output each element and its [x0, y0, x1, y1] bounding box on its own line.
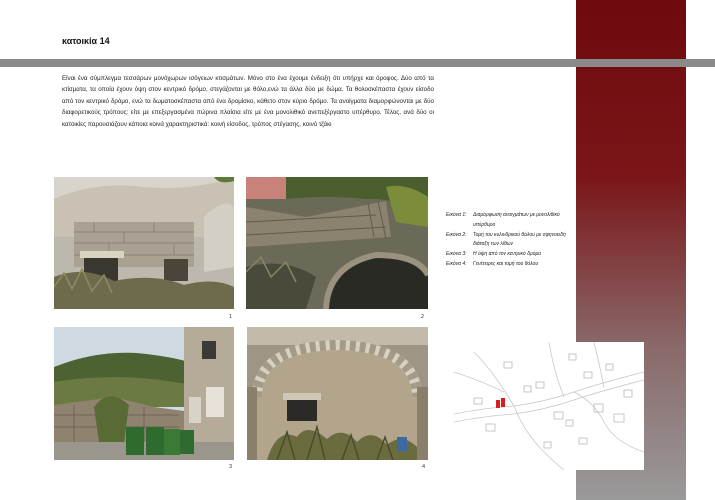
- site-map: [454, 342, 644, 470]
- stone-wall-openings-image: [54, 177, 234, 309]
- photo-1-number: 1: [229, 314, 233, 320]
- photo-3: [54, 327, 234, 460]
- vault-section-image: [246, 177, 428, 309]
- house-marker-1: [496, 400, 500, 408]
- caption-2-label: Εικόνα 2:: [446, 231, 467, 238]
- caption-4: [446, 260, 576, 270]
- caption-4-text: Γενέτειρες και τομή του θόλου: [473, 260, 539, 267]
- photo-1: [54, 177, 234, 309]
- caption-2: [446, 231, 576, 251]
- caption-1-text: Διαμόρφωση ανοιγμάτων με μονολιθικό υπέρθυρο: [473, 212, 560, 228]
- caption-3-label: Εικόνα 3:: [446, 251, 467, 258]
- house-marker-2: [501, 398, 505, 407]
- caption-1-label: Εικόνα 1:: [446, 212, 467, 218]
- caption-3-text: Η όψη από τον κεντρικό δρόμο: [473, 251, 542, 258]
- caption-1: [446, 211, 576, 231]
- description-paragraph: Είναι ένα σύμπλεγμα τεσσάρων μονόχωρων ισόγειων κτισμάτων. Μόνο στο ένα έχουμε ένδειξη ότι υπήρχε και όροφος. Δύο από τα κτίσματα, τα οποία έχουν όψη στον κεντρικό δρόμο, στεγάζονται με θόλο,ενώ τα άλλα δύο με δώμα. Τα θολοσκέπαστα έχουν είσοδο από τον κεντρικό δρόμο, ενώ τα δωματοσκέπαστα από ένα δρομίσκο, κάθετο στον κύριο δρόμο. Τα ανοίγματα διαμορφώνονται με δύο διαφορετικούς τρόπους: είτε με επεξεργασμένα πώρινα πλαίσια είτε με ένα μονολιθικό ανεπεξέργαστο υπέρθυρο. Τέλος, ανά δύο οι κατοικίες παρουσιάζουν κάποια κοινά χαρακτηριστικά: κοινή είσοδος, τρόπος στέγασης, κοινό τζάκι: [62, 75, 434, 128]
- caption-4-label: Εικόνα 4:: [446, 260, 467, 267]
- photo-2: [246, 177, 428, 309]
- figure-captions: [446, 211, 576, 270]
- caption-3: [446, 250, 576, 260]
- page-title: κατοικία 14: [62, 36, 110, 46]
- caption-2-text: Τομή του κυλινδρικού θόλου με σφηνοειδή διάταξη των λίθων: [473, 231, 566, 248]
- photo-3-number: 3: [229, 464, 233, 470]
- photo-4: [247, 327, 428, 460]
- photo-2-number: 2: [421, 314, 425, 320]
- site-map-drawing: [454, 342, 644, 470]
- arch-detail-image: [247, 327, 428, 460]
- header-divider: [0, 59, 715, 67]
- photo-4-number: 4: [422, 464, 426, 470]
- street-view-image: [54, 327, 234, 460]
